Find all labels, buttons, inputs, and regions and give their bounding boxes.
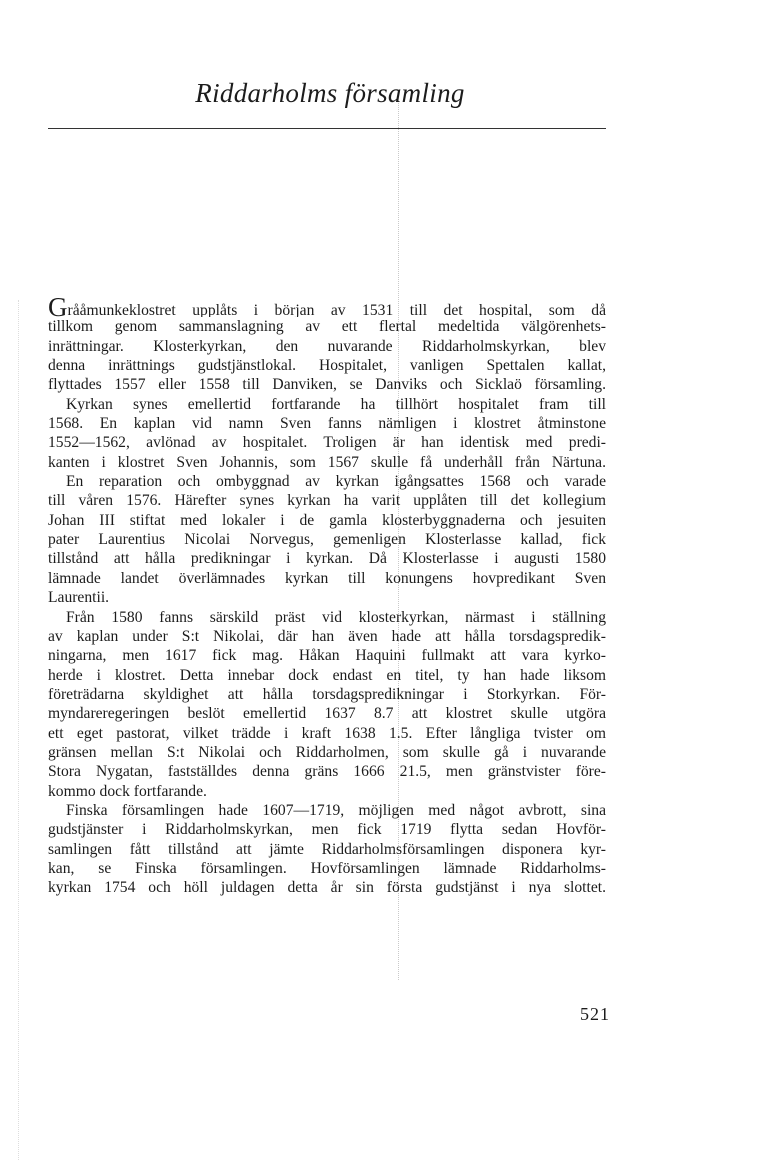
text-line-1 [48,298,606,317]
text-line-12: Johan III stiftat med lokaler i de gamla klosterbyggnaderna och jesuiten [48,511,606,529]
text-line-2: tillkom genom sammanslagning av ett flertal medeltida välgörenhets- [48,318,606,336]
drop-cap: G [48,298,68,318]
text-line-21: företrädarna skyldighet att hålla torsdagspredikningar i Storkyrkan. För- [48,685,606,703]
text-line-31: kyrkan 1754 och höll juldagen detta år sin första gudstjänst i nya slottet. [48,879,606,897]
text-line-25: Stora Nygatan, fastställdes denna gräns 1666 21.5, men gränstvister före- [48,763,606,781]
body-text [48,298,606,898]
text-line-3: inrättningar. Klosterkyrkan, den nuvarande Riddarholmskyrkan, blev [48,337,606,355]
text-line-22: myndareregeringen beslöt emellertid 1637 8.7 att klostret skulle utgöra [48,705,606,723]
text-line-16: Laurentii. [48,589,110,607]
text-line-9: kanten i klostret Sven Johannis, som 1567 skulle få underhåll från Närtuna. [48,453,606,471]
text-line-28: gudstjänster i Riddarholmskyrkan, men fick 1719 flytta sedan Hovför- [48,821,606,839]
margin-scan-mark [18,300,19,1160]
text-line-24: gränsen mellan S:t Nikolai och Riddarholmen, som skulle gå i nuvarande [48,743,606,761]
text-line-18: av kaplan under S:t Nikolai, där han även hade att hålla torsdagspredik- [48,627,606,645]
text-line-6: Kyrkan synes emellertid fortfarande ha tillhört hospitalet fram till [66,395,606,413]
text-line-29: samlingen fått tillstånd att jämte Riddarholmsförsamlingen disponera kyr- [48,840,606,858]
text-line-17: Från 1580 fanns särskild präst vid klosterkyrkan, närmast i ställning [66,608,606,626]
text-line-10: En reparation och ombyggnad av kyrkan igångsattes 1568 och varade [66,473,606,491]
page-title: Riddarholms församling [195,78,465,108]
text-line-13: pater Laurentius Nicolai Norvegus, gemenligen Klosterlasse kallad, fick [48,531,606,549]
text-line-27: Finska församlingen hade 1607—1719, möjligen med något avbrott, sina [66,801,606,819]
text-line-20: herde i klostret. Detta innebar dock endast en titel, ty han hade liksom [48,666,606,684]
text-line-19: ningarna, men 1617 fick mag. Håkan Haquini fullmakt att vara kyrko- [48,647,606,665]
text-line-26: kommo dock fortfarande. [48,782,207,800]
text-line-14: tillstånd att hålla predikningar i kyrkan. Då Klosterlasse i augusti 1580 [48,550,606,568]
text-line-8: 1552—1562, avlönad av hospitalet. Troligen är han identisk med predi- [48,434,606,452]
text-line-11: till våren 1576. Härefter synes kyrkan ha varit upplåten till det kollegium [48,492,606,510]
text-line-5: flyttades 1557 eller 1558 till Danviken, se Danviks och Sicklaö församling. [48,376,606,394]
text-line-7: 1568. En kaplan vid namn Sven fanns nämligen i klostret åtminstone [48,415,606,433]
header-rule [48,128,606,129]
text-line-23: ett eget pastorat, vilket trädde i kraft 1638 1.5. Efter långliga tvister om [48,724,606,742]
text-line-15: lämnade landet överlämnades kyrkan till konungens hovpredikant Sven [48,569,606,587]
text-line-30: kan, se Finska församlingen. Hovförsamlingen lämnade Riddarholms- [48,859,606,877]
text-line-4: denna inrättnings gudstjänstlokal. Hospitalet, vanligen Spettalen kallat, [48,357,606,375]
text-line-1-rest: rååmunkeklostret upplåts i början av 1531 till det hospital, som då [67,302,606,318]
page-number: 521 [580,1004,610,1024]
